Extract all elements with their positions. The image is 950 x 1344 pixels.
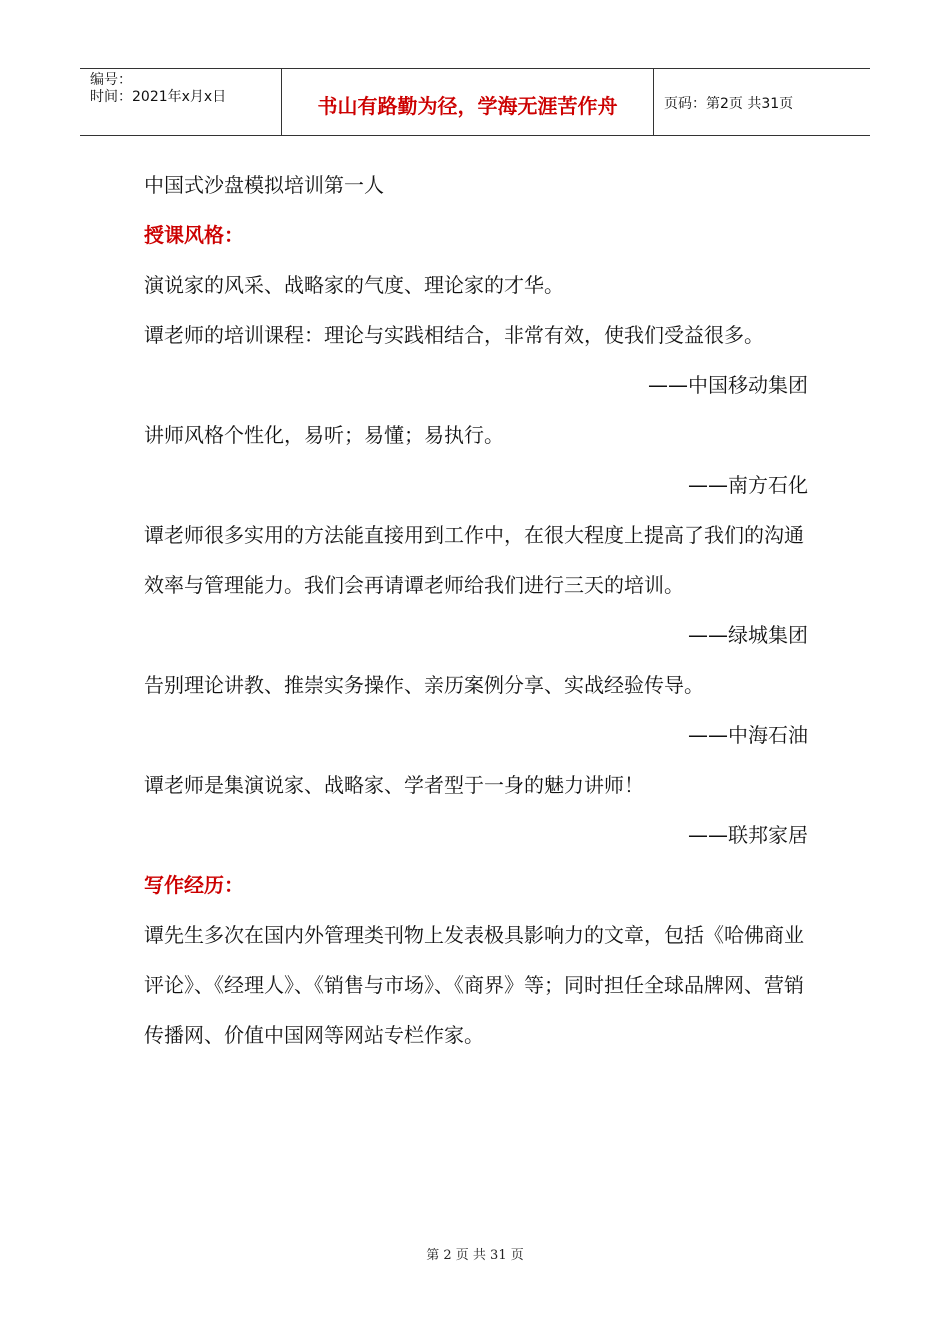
testimonial-source: ——南方石化 bbox=[688, 473, 808, 497]
style-summary: 演说家的风采、战略家的气度、理论家的才华。 bbox=[144, 273, 564, 297]
writing-heading: 写作经历： bbox=[144, 873, 244, 897]
time-label: 时间：2021年x月x日 bbox=[90, 89, 227, 105]
intro-line: 中国式沙盘模拟培训第一人 bbox=[144, 173, 384, 197]
testimonial-source: ——中国移动集团 bbox=[648, 373, 808, 397]
number-label: 编号： bbox=[90, 72, 132, 88]
header-motto: 书山有路勤为径，学海无涯苦作舟 bbox=[282, 69, 654, 135]
testimonial-source: ——绿城集团 bbox=[688, 623, 808, 647]
testimonial-source: ——联邦家居 bbox=[688, 823, 808, 847]
document-body bbox=[144, 160, 808, 1060]
header-page-info: 页码：第2页 共31页 bbox=[664, 96, 794, 112]
page-header bbox=[80, 68, 870, 136]
testimonial-text: 讲师风格个性化，易听；易懂；易执行。 bbox=[144, 423, 504, 447]
testimonial-text: 谭老师的培训课程：理论与实践相结合，非常有效，使我们受益很多。 bbox=[144, 323, 764, 347]
writing-text: 谭先生多次在国内外管理类刊物上发表极具影响力的文章，包括《哈佛商业评论》、《经理人》、《销售与市场》、《商界》等；同时担任全球品牌网、营销传播网、价值中国网等网站专栏作家。 bbox=[144, 923, 804, 1047]
header-meta bbox=[80, 69, 282, 135]
style-heading: 授课风格： bbox=[144, 223, 244, 247]
page-footer: 第 2 页 共 31 页 bbox=[426, 1248, 524, 1263]
testimonial-text: 谭老师是集演说家、战略家、学者型于一身的魅力讲师！ bbox=[144, 773, 644, 797]
testimonial-source: ——中海石油 bbox=[688, 723, 808, 747]
testimonial-text: 谭老师很多实用的方法能直接用到工作中，在很大程度上提高了我们的沟通效率与管理能力。我们会再请谭老师给我们进行三天的培训。 bbox=[144, 523, 804, 597]
testimonial-text: 告别理论讲教、推崇实务操作、亲历案例分享、实战经验传导。 bbox=[144, 673, 704, 697]
